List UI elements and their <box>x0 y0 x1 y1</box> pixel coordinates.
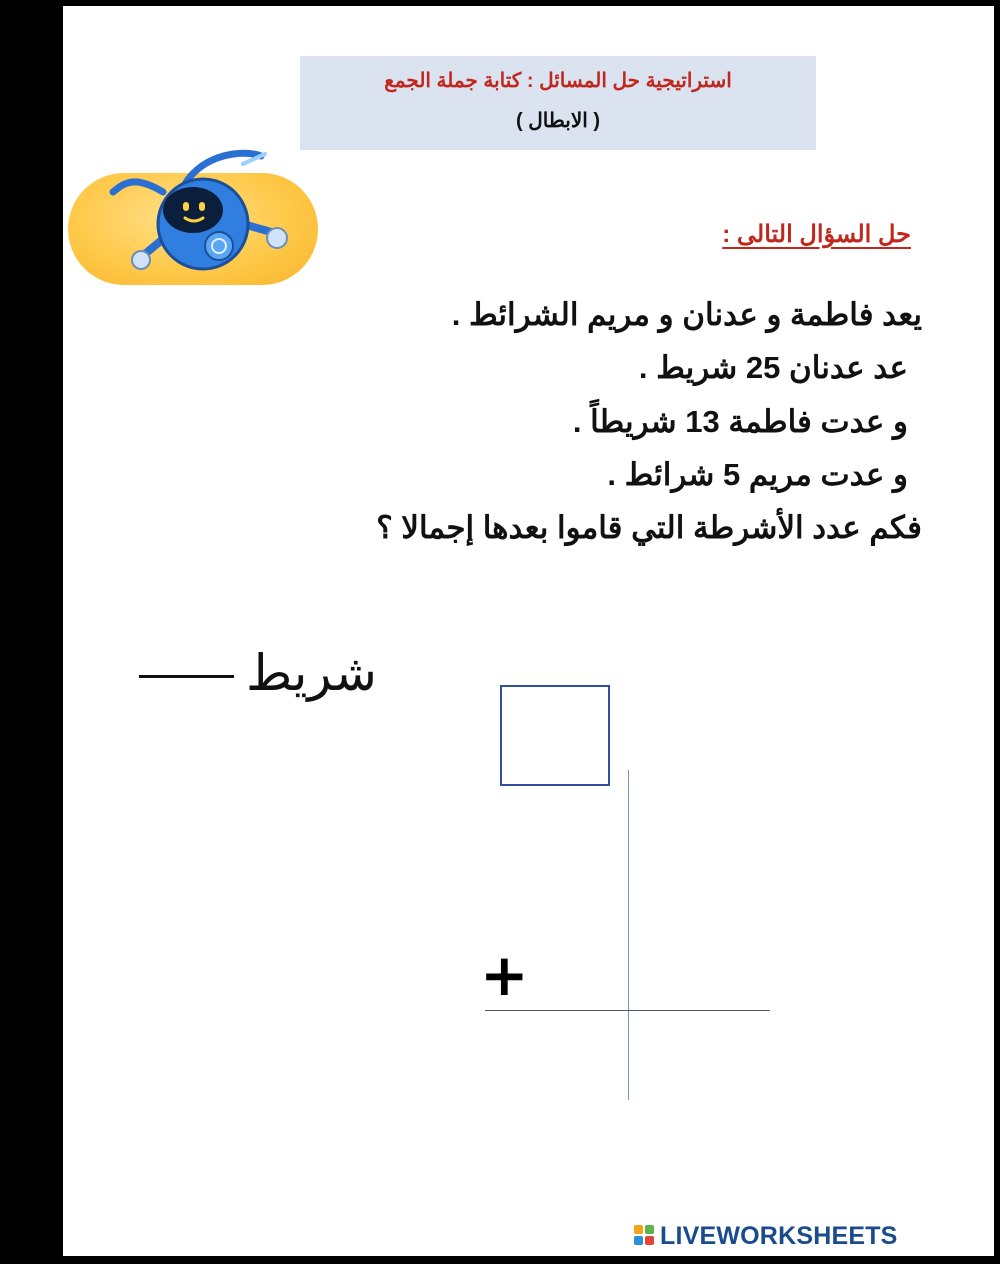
problem-line: و عدت فاطمة 13 شريطاً . <box>572 404 908 439</box>
addition-line <box>485 1010 770 1011</box>
question-heading: حل السؤال التالى : <box>722 221 911 248</box>
vertical-divider <box>628 770 629 1100</box>
word-problem <box>262 288 922 554</box>
problem-line: يعد فاطمة و عدنان و مريم الشرائط . <box>451 297 922 332</box>
robot-mascot-icon <box>93 144 293 294</box>
problem-line: و عدت مريم 5 شرائط . <box>607 457 908 492</box>
answer-unit: شريط <box>246 644 377 702</box>
worksheet-title: استراتيجية حل المسائل : كتابة جملة الجمع <box>384 70 732 92</box>
problem-line: عد عدنان 25 شريط . <box>638 350 908 385</box>
worksheet-subtitle: ( الابطال ) <box>516 110 600 132</box>
liveworksheets-brand <box>634 1222 898 1250</box>
title-banner <box>300 56 816 150</box>
plus-sign: + <box>480 941 529 1009</box>
problem-line: فكم عدد الأشرطة التي قاموا بعدها إجمالا ؟ <box>376 510 922 545</box>
answer-blank[interactable] <box>139 675 234 678</box>
worksheet-page <box>63 6 994 1256</box>
answer-line <box>139 644 377 702</box>
liveworksheets-logo-icon <box>634 1225 656 1247</box>
answer-input-box[interactable] <box>500 685 610 786</box>
brand-name: LIVEWORKSHEETS <box>660 1221 898 1250</box>
